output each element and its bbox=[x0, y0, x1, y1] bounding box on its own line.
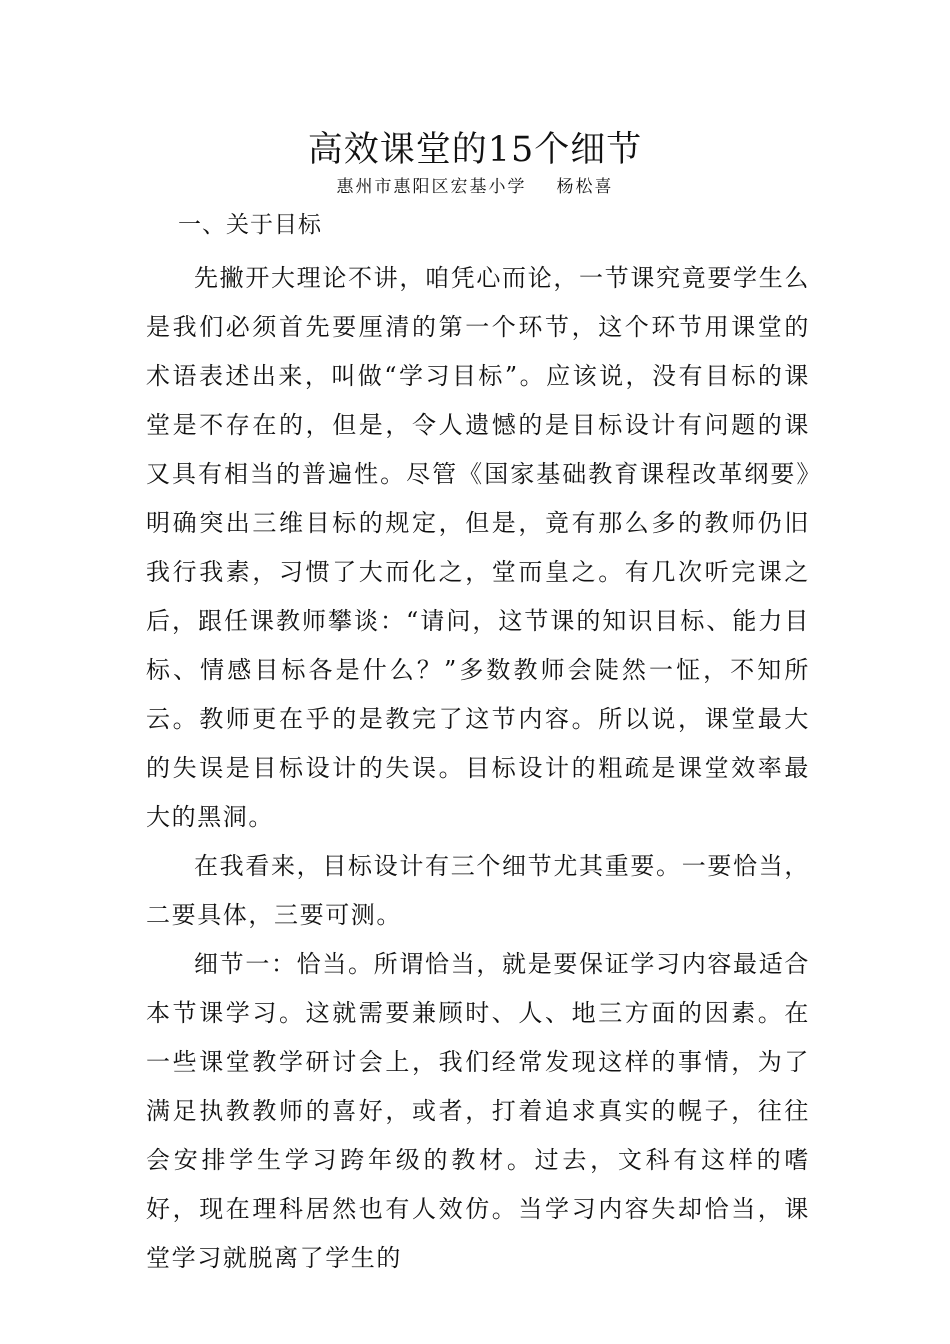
section-heading: 一、关于目标 bbox=[178, 212, 322, 238]
paragraph-2: 在我看来，目标设计有三个细节尤其重要。一要恰当，二要具体，三要可测。 bbox=[146, 852, 810, 929]
document-body bbox=[146, 254, 810, 1283]
document-byline bbox=[0, 174, 950, 200]
author-school: 惠州市惠阳区宏基小学 bbox=[336, 177, 527, 197]
author-name: 杨松喜 bbox=[556, 177, 614, 197]
paragraph-1: 先撇开大理论不讲，咱凭心而论，一节课究竟要学生么是我们必须首先要厘清的第一个环节，这个环节用课堂的术语表述出来，叫做“学习目标”。应该说，没有目标的课堂是不存在的，但是，令人遗憾的是目标设计有问题的课又具有相当的普遍性。尽管《国家基础教育课程改革纲要》明确突出三维目标的规定，但是，竟有那么多的教师仍旧我行我素，习惯了大而化之，堂而皇之。有几次听完课之后，跟任课教师攀谈：“请问，这节课的知识目标、能力目标、情感目标各是什么？”多数教师会陡然一怔，不知所云。教师更在乎的是教完了这节内容。所以说，课堂最大的失误是目标设计的失误。目标设计的粗疏是课堂效率最大的黑洞。 bbox=[146, 264, 810, 831]
paragraph-3: 细节一：恰当。所谓恰当，就是要保证学习内容最适合本节课学习。这就需要兼顾时、人、地三方面的因素。在一些课堂教学研讨会上，我们经常发现这样的事情，为了满足执教教师的喜好，或者，打着追求真实的幌子，往往会安排学生学习跨年级的教材。过去，文科有这样的嗜好，现在理科居然也有人效仿。当学习内容失却恰当，课堂学习就脱离了学生的 bbox=[146, 950, 810, 1272]
document-title: 高效课堂的15个细节 bbox=[307, 130, 643, 170]
